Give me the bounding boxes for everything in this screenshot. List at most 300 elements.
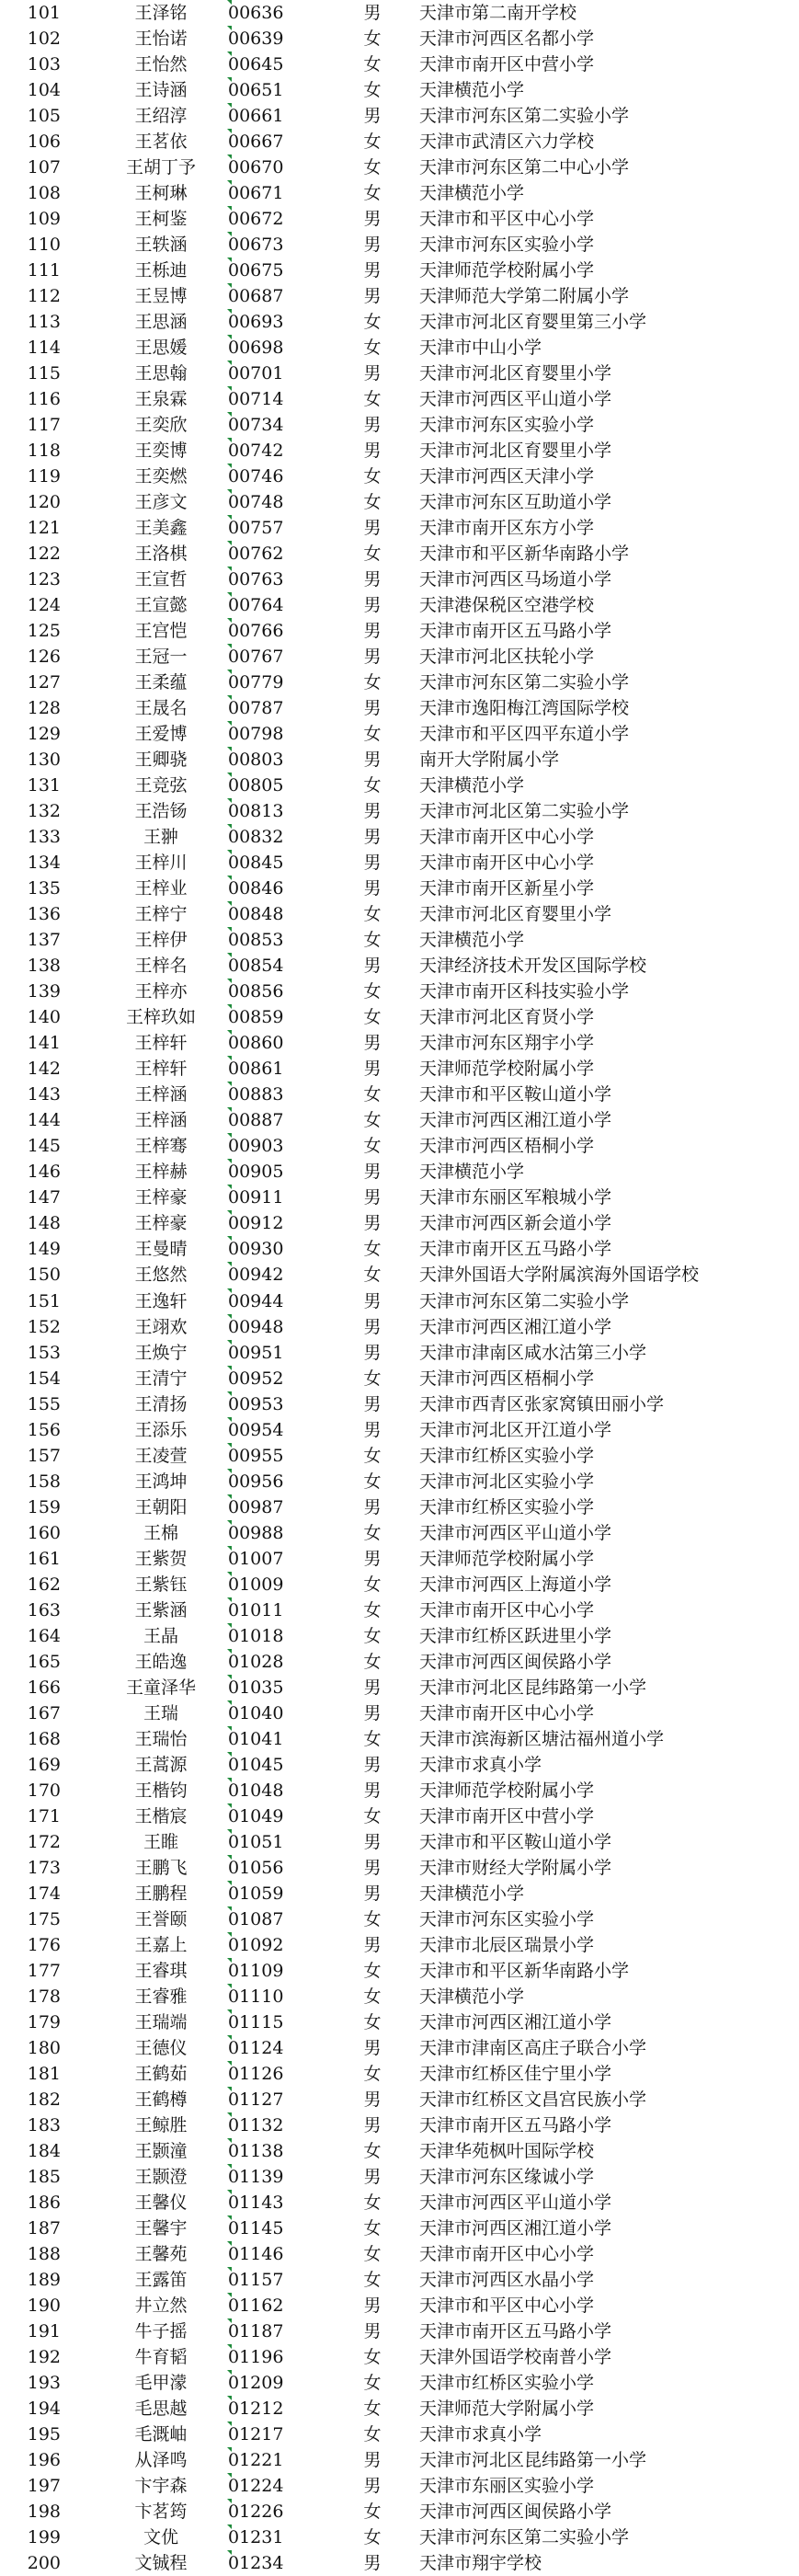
school-name: 天津市红桥区实验小学: [419, 1445, 595, 1466]
school-name: 天津市河西区湘江道小学: [419, 1110, 612, 1131]
student-name: 王思翰: [134, 363, 188, 384]
student-name: 王梓豪: [134, 1213, 188, 1234]
student-gender: 女: [363, 2063, 382, 2084]
student-id: 00954: [228, 1419, 284, 1440]
table-row: [0, 1623, 799, 1649]
student-name: 王鸿坤: [134, 1471, 188, 1492]
table-row: [0, 2344, 799, 2370]
student-name: 王昱博: [134, 286, 188, 307]
student-name: 王晶: [143, 1625, 178, 1646]
school-name: 天津市南开区五马路小学: [419, 621, 612, 642]
row-number: 160: [27, 1522, 61, 1543]
student-gender: 男: [363, 235, 382, 256]
student-gender: 男: [363, 1496, 382, 1517]
student-id: 01007: [228, 1548, 284, 1569]
cell-marker: [227, 2215, 233, 2241]
cell-comment-marker-icon: [227, 1572, 232, 1576]
student-name: 文铖程: [134, 2552, 188, 2573]
school-name: 天津市河西区梧桐小学: [419, 1368, 595, 1389]
cell-marker: [227, 361, 233, 386]
student-name: 王楷钧: [134, 1780, 188, 1801]
table-row: [0, 155, 799, 180]
school-name: 天津市和平区新华南路小学: [419, 1960, 630, 1981]
table-row: [0, 644, 799, 670]
student-gender: 女: [363, 2346, 382, 2367]
student-gender: 女: [363, 466, 382, 487]
cell-comment-marker-icon: [227, 155, 232, 159]
row-number: 168: [27, 1728, 61, 1749]
student-id: 00853: [228, 930, 284, 951]
cell-comment-marker-icon: [227, 1469, 232, 1473]
cell-marker: [227, 2267, 233, 2293]
table-row: [0, 361, 799, 386]
student-id: 00859: [228, 1007, 284, 1028]
cell-marker: [227, 2112, 233, 2138]
student-gender: 女: [363, 2243, 382, 2264]
school-name: 天津市河西区湘江道小学: [419, 2011, 612, 2032]
student-id: 01196: [228, 2346, 284, 2367]
student-gender: 女: [363, 1368, 382, 1389]
student-id: 01035: [228, 1677, 284, 1698]
row-number: 177: [27, 1960, 61, 1981]
row-number: 174: [27, 1883, 61, 1904]
student-name: 王悠然: [134, 1265, 188, 1286]
student-id: 01028: [228, 1651, 284, 1672]
cell-marker: [227, 2344, 233, 2370]
student-name: 王曼晴: [134, 1239, 188, 1260]
student-gender: 男: [363, 1316, 382, 1337]
student-gender: 男: [363, 1754, 382, 1775]
student-gender: 女: [363, 389, 382, 410]
student-gender: 女: [363, 1007, 382, 1028]
table-row: [0, 1133, 799, 1159]
cell-comment-marker-icon: [227, 2112, 232, 2117]
cell-comment-marker-icon: [227, 567, 232, 571]
cell-comment-marker-icon: [227, 1906, 232, 1911]
table-row: [0, 1159, 799, 1185]
student-name: 王馨仪: [134, 2192, 188, 2213]
row-number: 161: [27, 1548, 61, 1569]
student-id: 00742: [228, 441, 284, 462]
row-number: 191: [27, 2320, 61, 2341]
cell-marker: [227, 1881, 233, 1906]
school-name: 天津师范学校附属小学: [419, 1548, 595, 1569]
student-name: 王颢潼: [134, 2140, 188, 2161]
row-number: 200: [27, 2552, 61, 2573]
school-name: 天津市河东区第二实验小学: [419, 672, 630, 693]
student-id: 01040: [228, 1702, 284, 1723]
student-name: 王紫贺: [134, 1548, 188, 1569]
student-id: 00930: [228, 1239, 284, 1260]
student-name: 王梓赫: [134, 1162, 188, 1183]
cell-marker: [227, 1366, 233, 1391]
cell-marker: [227, 695, 233, 721]
school-name: 天津师范大学第二附属小学: [419, 286, 630, 307]
student-gender: 女: [363, 29, 382, 49]
student-name: 王柯琳: [134, 183, 188, 204]
student-name: 王翊欢: [134, 1316, 188, 1337]
school-name: 天津市滨海新区塘沽福州道小学: [419, 1728, 665, 1749]
school-name: 天津市南开区新星小学: [419, 878, 595, 899]
cell-comment-marker-icon: [227, 1056, 232, 1060]
school-name: 天津市津南区高庄子联合小学: [419, 2037, 647, 2058]
cell-comment-marker-icon: [227, 1314, 232, 1319]
cell-marker: [227, 592, 233, 618]
row-number: 186: [27, 2192, 61, 2213]
student-name: 王凌萱: [134, 1445, 188, 1466]
student-gender: 女: [363, 775, 382, 796]
student-name: 王梓亦: [134, 981, 188, 1002]
cell-comment-marker-icon: [227, 1778, 232, 1782]
student-name: 王朝阳: [134, 1496, 188, 1517]
student-gender: 男: [363, 1059, 382, 1080]
student-id: 00955: [228, 1445, 284, 1466]
student-gender: 女: [363, 1522, 382, 1543]
school-name: 天津市河北区开江道小学: [419, 1419, 612, 1440]
cell-marker: [227, 2190, 233, 2215]
student-id: 00942: [228, 1265, 284, 1286]
table-row: [0, 1288, 799, 1314]
school-name: 天津市南开区五马路小学: [419, 1239, 612, 1260]
student-gender: 女: [363, 2011, 382, 2032]
student-gender: 男: [363, 750, 382, 771]
cell-comment-marker-icon: [227, 953, 232, 957]
row-number: 120: [27, 492, 61, 513]
table-row: [0, 721, 799, 747]
school-name: 天津港保税区空港学校: [419, 595, 595, 616]
cell-comment-marker-icon: [227, 1030, 232, 1035]
student-id: 00845: [228, 853, 284, 874]
row-number: 140: [27, 1007, 61, 1028]
cell-marker: [227, 747, 233, 773]
cell-marker: [227, 721, 233, 747]
row-number: 155: [27, 1393, 61, 1414]
row-number: 125: [27, 621, 61, 642]
student-id: 01138: [228, 2140, 284, 2161]
cell-comment-marker-icon: [227, 335, 232, 339]
student-gender: 女: [363, 2526, 382, 2547]
row-number: 101: [27, 3, 61, 23]
student-gender: 女: [363, 2372, 382, 2393]
row-number: 126: [27, 647, 61, 668]
table-row: [0, 1469, 799, 1494]
student-gender: 男: [363, 1677, 382, 1698]
cell-comment-marker-icon: [227, 1958, 232, 1963]
cell-comment-marker-icon: [227, 1829, 232, 1834]
cell-marker: [227, 2473, 233, 2499]
school-name: 天津市河西区天津小学: [419, 466, 595, 487]
student-id: 00883: [228, 1084, 284, 1105]
student-gender: 女: [363, 2217, 382, 2238]
row-number: 162: [27, 1574, 61, 1595]
table-row: [0, 1520, 799, 1546]
row-number: 166: [27, 1677, 61, 1698]
table-row: [0, 1443, 799, 1469]
row-number: 182: [27, 2089, 61, 2110]
student-name: 王奕燃: [134, 466, 188, 487]
student-id: 01145: [228, 2217, 284, 2238]
student-gender: 男: [363, 2037, 382, 2058]
table-row: [0, 1932, 799, 1958]
student-gender: 男: [363, 286, 382, 307]
row-number: 164: [27, 1625, 61, 1646]
student-id: 00854: [228, 956, 284, 977]
table-row: [0, 2447, 799, 2473]
student-gender: 男: [363, 1033, 382, 1054]
student-id: 01048: [228, 1780, 284, 1801]
student-id: 00861: [228, 1059, 284, 1080]
student-name: 王梓轩: [134, 1033, 188, 1054]
school-name: 天津市和平区中心小学: [419, 2295, 595, 2316]
table-row: [0, 1700, 799, 1726]
student-gender: 女: [363, 1471, 382, 1492]
table-row: [0, 1958, 799, 1984]
cell-comment-marker-icon: [227, 258, 232, 262]
cell-comment-marker-icon: [227, 1726, 232, 1731]
row-number: 132: [27, 801, 61, 822]
table-row: [0, 52, 799, 77]
student-gender: 女: [363, 54, 382, 75]
school-name: 天津师范学校附属小学: [419, 1059, 595, 1080]
student-id: 01051: [228, 1831, 284, 1852]
row-number: 133: [27, 827, 61, 848]
table-row: [0, 567, 799, 592]
student-gender: 男: [363, 956, 382, 977]
student-name: 王梓轩: [134, 1059, 188, 1080]
cell-comment-marker-icon: [227, 2164, 232, 2169]
cell-marker: [227, 1185, 233, 1210]
student-id: 00953: [228, 1393, 284, 1414]
student-id: 00645: [228, 54, 284, 75]
student-id: 00748: [228, 492, 284, 513]
cell-comment-marker-icon: [227, 464, 232, 468]
school-name: 天津市河北区育贤小学: [419, 1007, 595, 1028]
school-name: 天津横范小学: [419, 1162, 525, 1183]
table-row: [0, 2318, 799, 2344]
student-name: 毛甲濛: [134, 2372, 188, 2393]
cell-comment-marker-icon: [227, 129, 232, 133]
cell-marker: [227, 1855, 233, 1881]
table-row: [0, 2421, 799, 2447]
student-gender: 男: [363, 1857, 382, 1878]
school-name: 天津市河西区闽侯路小学: [419, 1651, 612, 1672]
row-number: 108: [27, 183, 61, 204]
student-gender: 女: [363, 183, 382, 204]
table-row: [0, 258, 799, 283]
cell-comment-marker-icon: [227, 2499, 232, 2503]
row-number: 118: [27, 441, 61, 462]
student-name: 王梓玖如: [125, 1007, 196, 1028]
student-gender: 女: [363, 1599, 382, 1620]
table-row: [0, 1185, 799, 1210]
school-name: 天津市第二南开学校: [419, 3, 577, 23]
student-gender: 女: [363, 1728, 382, 1749]
student-id: 01231: [228, 2526, 284, 2547]
row-number: 129: [27, 724, 61, 745]
student-name: 王怡然: [134, 54, 188, 75]
student-gender: 男: [363, 1162, 382, 1183]
cell-marker: [227, 232, 233, 258]
student-name: 牛育韬: [134, 2346, 188, 2367]
table-row: [0, 283, 799, 309]
cell-comment-marker-icon: [227, 1004, 232, 1009]
cell-comment-marker-icon: [227, 1133, 232, 1138]
student-gender: 男: [363, 2449, 382, 2470]
cell-comment-marker-icon: [227, 1340, 232, 1345]
student-gender: 男: [363, 595, 382, 616]
student-name: 王逸轩: [134, 1290, 188, 1311]
table-row: [0, 2087, 799, 2112]
cell-marker: [227, 567, 233, 592]
row-number: 116: [27, 389, 61, 410]
table-row: [0, 1752, 799, 1778]
row-number: 130: [27, 750, 61, 771]
student-id: 00846: [228, 878, 284, 899]
table-row: [0, 1004, 799, 1030]
student-id: 00912: [228, 1213, 284, 1234]
cell-comment-marker-icon: [227, 2190, 232, 2194]
cell-comment-marker-icon: [227, 1803, 232, 1808]
student-name: 王茗依: [134, 132, 188, 153]
cell-marker: [227, 1984, 233, 2009]
table-row: [0, 1803, 799, 1829]
student-id: 01124: [228, 2037, 284, 2058]
student-name: 王睢: [143, 1831, 178, 1852]
row-number: 104: [27, 80, 61, 101]
student-id: 00671: [228, 183, 284, 204]
student-id: 01132: [228, 2114, 284, 2135]
cell-comment-marker-icon: [227, 2473, 232, 2478]
student-id: 01041: [228, 1728, 284, 1749]
table-row: [0, 2370, 799, 2396]
school-name: 天津市河东区翔宇小学: [419, 1033, 595, 1054]
row-number: 157: [27, 1445, 61, 1466]
student-name: 王鹏程: [134, 1883, 188, 1904]
table-row: [0, 77, 799, 103]
student-name: 王柯鉴: [134, 209, 188, 230]
cell-marker: [227, 2421, 233, 2447]
school-name: 天津市武清区六力学校: [419, 132, 595, 153]
cell-marker: [227, 1623, 233, 1649]
cell-comment-marker-icon: [227, 232, 232, 236]
cell-marker: [227, 1906, 233, 1932]
row-number: 193: [27, 2372, 61, 2393]
student-name: 王竞弦: [134, 775, 188, 796]
row-number: 152: [27, 1316, 61, 1337]
school-name: 天津市河北区第二实验小学: [419, 801, 630, 822]
student-gender: 女: [363, 1445, 382, 1466]
table-row: [0, 2061, 799, 2087]
row-number: 114: [27, 338, 61, 359]
student-id: 00764: [228, 595, 284, 616]
table-row: [0, 695, 799, 721]
school-name: 天津市北辰区瑞景小学: [419, 1934, 595, 1955]
cell-comment-marker-icon: [227, 2215, 232, 2220]
table-row: [0, 953, 799, 979]
table-row: [0, 927, 799, 953]
student-gender: 男: [363, 1831, 382, 1852]
cell-comment-marker-icon: [227, 1391, 232, 1396]
student-name: 王绍淳: [134, 106, 188, 127]
student-name: 王冠一: [134, 647, 188, 668]
student-id: 01234: [228, 2552, 284, 2573]
student-gender: 女: [363, 157, 382, 178]
student-gender: 男: [363, 1780, 382, 1801]
row-number: 194: [27, 2398, 61, 2419]
cell-comment-marker-icon: [227, 1185, 232, 1189]
student-gender: 男: [363, 1934, 382, 1955]
row-number: 163: [27, 1599, 61, 1620]
cell-comment-marker-icon: [227, 541, 232, 545]
student-id: 00948: [228, 1316, 284, 1337]
student-gender: 女: [363, 1960, 382, 1981]
student-name: 王誉颐: [134, 1908, 188, 1929]
cell-marker: [227, 618, 233, 644]
student-name: 王栎迪: [134, 260, 188, 281]
cell-marker: [227, 1700, 233, 1726]
student-name: 王馨宇: [134, 2217, 188, 2238]
cell-comment-marker-icon: [227, 2370, 232, 2375]
cell-comment-marker-icon: [227, 1082, 232, 1086]
cell-comment-marker-icon: [227, 2087, 232, 2091]
student-gender: 女: [363, 1574, 382, 1595]
cell-marker: [227, 1314, 233, 1340]
cell-marker: [227, 1133, 233, 1159]
cell-comment-marker-icon: [227, 386, 232, 391]
student-gender: 女: [363, 80, 382, 101]
student-name: 王露笛: [134, 2269, 188, 2290]
cell-comment-marker-icon: [227, 438, 232, 442]
student-id: 00905: [228, 1162, 284, 1183]
cell-comment-marker-icon: [227, 2138, 232, 2143]
student-name: 王梓名: [134, 956, 188, 977]
student-id: 00698: [228, 338, 284, 359]
table-row: [0, 1391, 799, 1417]
cell-comment-marker-icon: [227, 618, 232, 623]
row-number: 150: [27, 1265, 61, 1286]
cell-comment-marker-icon: [227, 515, 232, 520]
row-number: 189: [27, 2269, 61, 2290]
student-name: 王清扬: [134, 1393, 188, 1414]
cell-marker: [227, 2293, 233, 2318]
cell-comment-marker-icon: [227, 721, 232, 726]
student-id: 00779: [228, 672, 284, 693]
row-number: 167: [27, 1702, 61, 1723]
cell-comment-marker-icon: [227, 1494, 232, 1499]
school-name: 天津市财经大学附属小学: [419, 1857, 612, 1878]
table-row: [0, 335, 799, 361]
student-gender: 男: [363, 1883, 382, 1904]
row-number: 148: [27, 1213, 61, 1234]
table-row: [0, 129, 799, 155]
student-name: 王爱博: [134, 724, 188, 745]
student-gender: 男: [363, 2320, 382, 2341]
cell-comment-marker-icon: [227, 2061, 232, 2066]
row-number: 121: [27, 518, 61, 539]
school-name: 天津市河西区名都小学: [419, 29, 595, 49]
table-row: [0, 2473, 799, 2499]
row-number: 185: [27, 2166, 61, 2187]
cell-comment-marker-icon: [227, 1210, 232, 1215]
student-name: 牛子摇: [134, 2320, 188, 2341]
student-name: 王梓伊: [134, 930, 188, 951]
cell-marker: [227, 2241, 233, 2267]
student-id: 01045: [228, 1754, 284, 1775]
cell-marker: [227, 2035, 233, 2061]
row-number: 147: [27, 1187, 61, 1208]
student-id: 01221: [228, 2449, 284, 2470]
cell-comment-marker-icon: [227, 2396, 232, 2400]
